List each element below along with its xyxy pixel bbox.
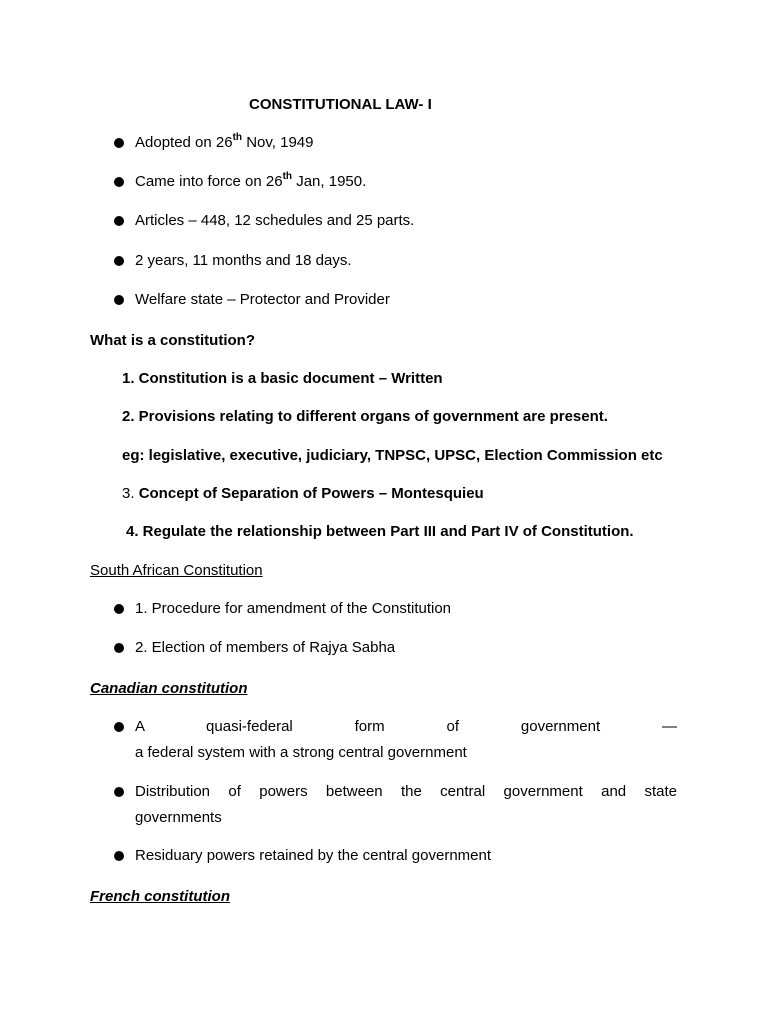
- what-item-eg: eg: legislative, executive, judiciary, TNPSC, UPSC, Election Commission etc: [122, 447, 663, 464]
- bullet-icon: [114, 851, 124, 861]
- bullet-text: Jan, 1950.: [292, 173, 367, 190]
- canadian-item-1-line-2: a federal system with a strong central government: [135, 744, 467, 761]
- what-item-2: 2. Provisions relating to different organs of government are present.: [122, 408, 608, 425]
- bullet-text: Came into force on 26: [135, 173, 283, 190]
- south-african-item-2: 2. Election of members of Rajya Sabha: [135, 639, 396, 656]
- bullet-icon: [114, 604, 124, 614]
- bullet-articles: Articles – 448, 12 schedules and 25 parts.: [135, 212, 415, 229]
- south-african-item-1: 1. Procedure for amendment of the Constitution: [135, 600, 452, 617]
- bullet-adopted: [135, 134, 313, 152]
- bullet-icon: [114, 295, 124, 305]
- bullet-duration: 2 years, 11 months and 18 days.: [135, 252, 352, 269]
- item-text: Concept of Separation of Powers – Montesquieu: [138, 485, 484, 502]
- bullet-text: Nov, 1949: [242, 134, 314, 151]
- bullet-icon: [114, 138, 124, 148]
- bullet-came-into-force: [135, 173, 366, 191]
- canadian-item-2-line-2: governments: [135, 809, 222, 826]
- section-heading-what-is: What is a constitution?: [90, 332, 255, 349]
- what-item-4: 4. Regulate the relationship between Part III and Part IV of Constitution.: [126, 523, 634, 540]
- what-item-3: [122, 485, 484, 503]
- bullet-text: Adopted on 26: [135, 134, 233, 151]
- bullet-icon: [114, 787, 124, 797]
- canadian-item-1-line-1: A quasi-federal form of government —: [135, 718, 677, 735]
- section-heading-south-african: South African Constitution: [90, 562, 263, 579]
- item-number: 3.: [122, 485, 135, 502]
- what-item-1: 1. Constitution is a basic document – Written: [122, 370, 443, 387]
- document-title: CONSTITUTIONAL LAW- I: [249, 96, 432, 113]
- bullet-icon: [114, 722, 124, 732]
- section-heading-french: French constitution: [90, 888, 230, 905]
- canadian-item-3: Residuary powers retained by the central government: [135, 847, 492, 864]
- canadian-item-2-line-1: Distribution of powers between the central government and state: [135, 783, 677, 800]
- bullet-icon: [114, 177, 124, 187]
- bullet-icon: [114, 256, 124, 266]
- superscript: th: [232, 132, 243, 143]
- bullet-icon: [114, 643, 124, 653]
- superscript: th: [282, 171, 293, 182]
- bullet-welfare-state: Welfare state – Protector and Provider: [135, 291, 390, 308]
- bullet-icon: [114, 216, 124, 226]
- section-heading-canadian: Canadian constitution: [90, 680, 248, 697]
